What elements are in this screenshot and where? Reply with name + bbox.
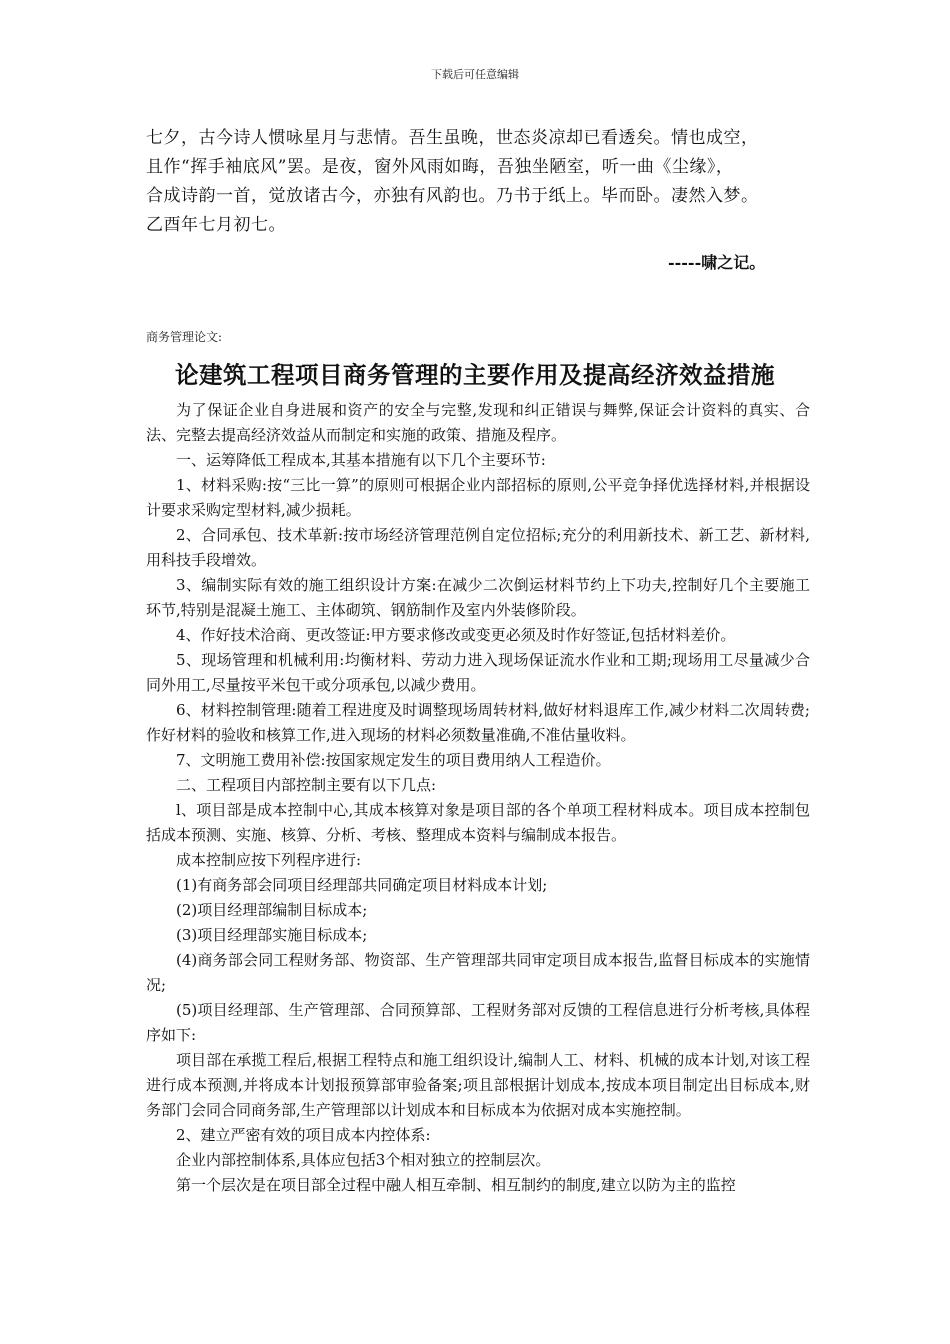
paragraph: (2)项目经理部编制目标成本; [176,901,368,919]
paragraph: 一、运筹降低工程成本,其基本措施有以下几个主要环节: [176,451,546,469]
poem-line: 乙酉年七月初七。 [146,215,286,235]
article-title: 论建筑工程项目商务管理的主要作用及提高经济效益措施 [175,361,775,389]
article-body [146,398,810,1198]
article-category-label: 商务管理论文: [146,330,223,344]
paragraph: 成本控制应按下列程序进行: [176,851,362,869]
paragraph: 二、工程项目内部控制主要有以下几点: [176,776,437,794]
paragraph: 7、文明施工费用补偿:按国家规定发生的项目费用纳人工程造价。 [176,751,611,769]
paragraph: 企业内部控制体系,具体应包括3个相对独立的控制层次。 [176,1151,551,1169]
paragraph: (1)有商务部会同项目经理部共同确定项目材料成本计划; [176,876,548,894]
paragraph: (3)项目经理部实施目标成本; [176,926,368,944]
poem-line: 七夕，古今诗人惯咏星月与悲情。吾生虽晚，世态炎凉却已看透矣。情也成空， [146,128,759,148]
poem-line: 合成诗韵一首，觉放诸古今，亦独有风韵也。乃书于纸上。毕而卧。凄然入梦。 [146,186,759,206]
paragraph: (4)商务部会同工程财务部、物资部、生产管理部共同审定项目成本报告,监督目标成本的实施情况; [146,951,810,994]
paragraph: (5)项目经理部、生产管理部、合同预算部、工程财务部对反馈的工程信息进行分析考核,具体程序如下: [146,1001,810,1044]
paragraph: 2、建立严密有效的项目成本内控体系: [176,1126,431,1144]
paragraph: 6、材料控制管理:随着工程进度及时调整现场周转材料,做好材料退库工作,减少材料二次周转费;作好材料的验收和核算工作,进入现场的材料必须数量准确,不准估量收料。 [146,701,810,744]
paragraph: 1、材料采购:按“三比一算”的原则可根据企业内部招标的原则,公平竞争择优选择材料,并根据设计要求采购定型材料,减少损耗。 [146,476,810,519]
paragraph: 第一个层次是在项目部全过程中融人相互牵制、相互制约的制度,建立以防为主的监控 [176,1176,736,1194]
paragraph: 5、现场管理和机械利用:均衡材料、劳动力进入现场保证流水作业和工期;现场用工尽量减少合同外用工,尽量按平米包干或分项承包,以减少费用。 [146,651,810,694]
preface-poem [146,124,812,240]
page-header-note: 下载后可任意编辑 [431,68,519,81]
paragraph: 为了保证企业自身进展和资产的安全与完整,发现和纠正错误与舞弊,保证会计资料的真实、合法、完整去提高经济效益从而制定和实施的政策、措施及程序。 [146,401,810,444]
paragraph: 2、合同承包、技术革新:按市场经济管理范例自定位招标;充分的利用新技术、新工艺、新材料,用科技手段增效。 [146,526,810,569]
paragraph: 3、编制实际有效的施工组织设计方案:在减少二次倒运材料节约上下功夫,控制好几个主要施工环节,特别是混凝土施工、主体砌筑、钢筋制作及室内外装修阶段。 [146,576,810,619]
poem-signature: -----啸之记。 [668,253,766,272]
paragraph: 项目部在承揽工程后,根据工程特点和施工组织设计,编制人工、材料、机械的成本计划,对该工程进行成本预测,并将成本计划报预算部审验备案;项且部根据计划成本,按成本项目制定出目标成本,财务部门会同合同商务部,生产管理部以计划成本和目标成本为依据对成本实施控制。 [146,1051,810,1119]
paragraph: l、项目部是成本控制中心,其成本核算对象是项目部的各个单项工程材料成本。项目成本控制包括成本预测、实施、核算、分析、考核、整理成本资料与编制成本报告。 [146,801,810,844]
paragraph: 4、作好技术洽商、更改签证:甲方要求修改或变更必须及时作好签证,包括材料差价。 [176,626,736,644]
poem-line: 且作“挥手袖底风”罢。是夜，窗外风雨如晦，吾独坐陋室，听一曲《尘缘》， [146,157,734,177]
